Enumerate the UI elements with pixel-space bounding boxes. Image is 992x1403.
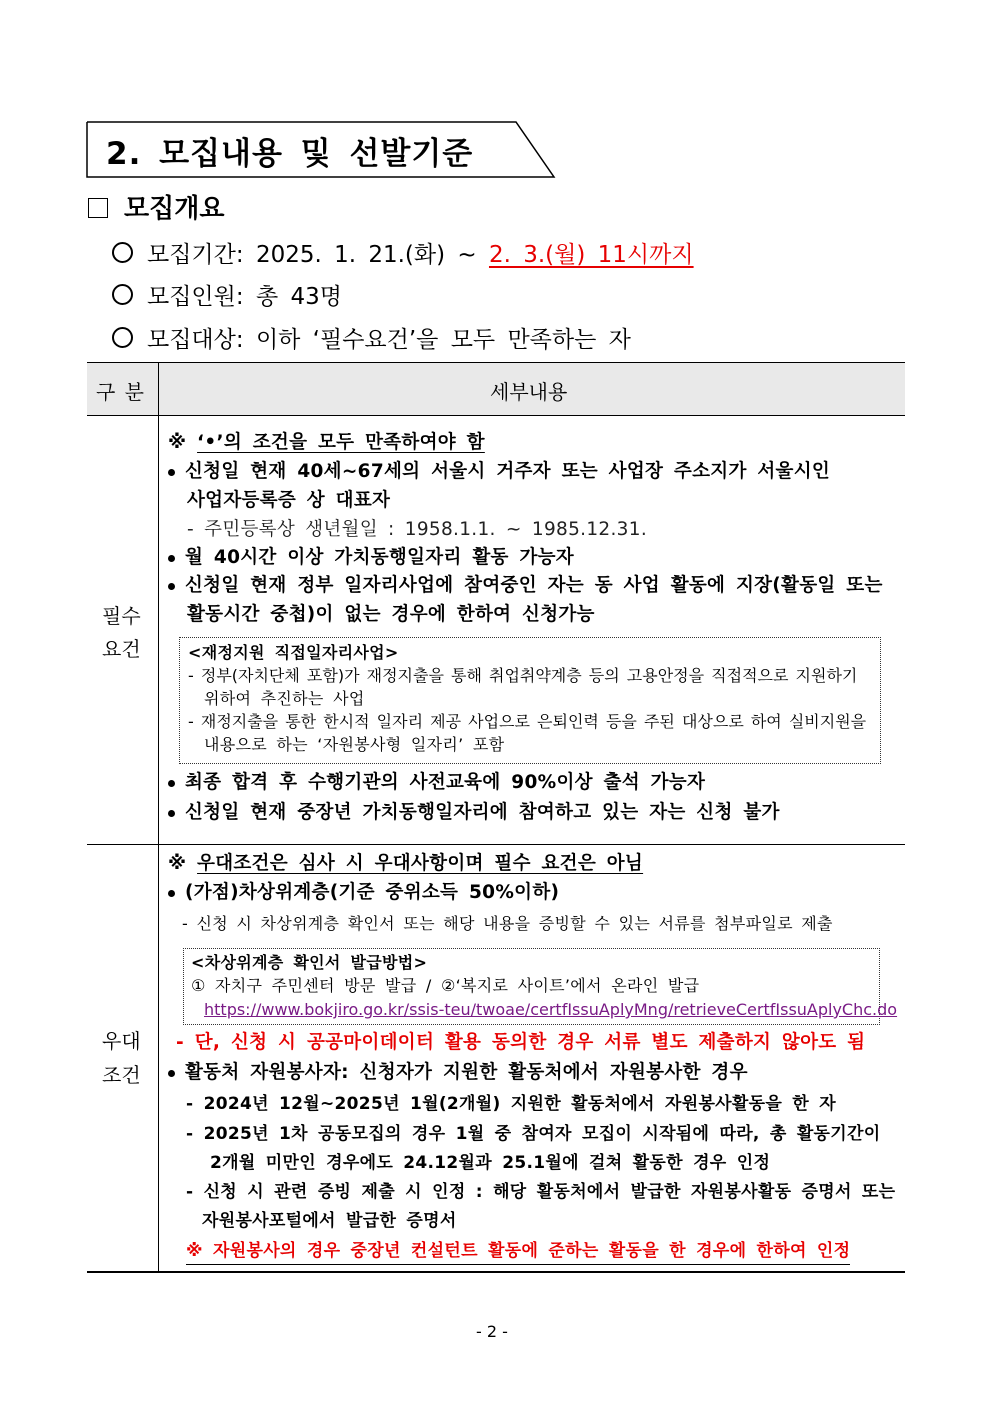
list-sub-item: - 신청 시 차상위계층 확인서 또는 해당 내용을 증빙할 수 있는 서류를 첨부파일로 제출 [182,914,833,933]
info-box-title: <재정지원 직접일자리사업> [188,643,399,662]
list-sub-item-cont: 자원봉사포털에서 발급한 증명서 [202,1211,457,1231]
page-number: - 2 - [476,1322,508,1341]
final-note: ※ 자원봉사의 경우 중장년 컨설턴트 활동에 준하는 활동을 한 경우에 한하여 인정 [186,1239,850,1265]
circle-bullet-icon [112,284,133,305]
row-category-required: 필수 요건 [102,604,141,661]
overview-count: 모집인원: 총 43명 [112,278,342,311]
circle-bullet-icon [112,242,133,263]
table-bottom-border [87,1271,905,1273]
list-sub-item: - 신청 시 관련 증빙 제출 시 인정 : 해당 활동처에서 발급한 자원봉사활동 증명서 또는 [186,1182,896,1202]
overview-target: 모집대상: 이하 ‘필수요건’을 모두 만족하는 자 [112,321,631,354]
info-box-line: - 정부(자치단체 포함)가 재정지출을 통해 취업취약계층 등의 고용안정을 직접적으로 지원하기 [188,666,858,685]
list-item: 월 40시간 이상 가치동행일자리 활동 가능자 [168,546,574,570]
info-box-line: - 재정지출을 통한 한시적 일자리 제공 사업으로 은퇴인력 등을 주된 대상으로 하여 실비지원을 [188,712,867,731]
column-divider [158,362,159,1272]
red-note: - 단, 신청 시 공공마이데이터 활용 동의한 경우 서류 별도 제출하지 않아도 됨 [176,1032,866,1053]
section-title: 2. 모집내용 및 선발기준 [106,136,474,172]
header-category: 구 분 [96,380,144,404]
header-details: 세부내용 [490,380,568,404]
info-box-line: 내용으로 하는 ‘자원봉사형 일자리’ 포함 [204,735,505,754]
list-item: 신청일 현재 40세~67세의 서울시 거주자 또는 사업장 주소지가 서울시인 [168,460,830,484]
overview-period: 모집기간: 2025. 1. 21.(화) ~ 2. 3.(월) 11시까지 [112,236,694,269]
info-box-line: 위하여 추진하는 사업 [204,689,365,708]
list-item: 활동처 자원봉사자: 신청자가 지원한 활동처에서 자원봉사한 경우 [168,1061,748,1085]
list-item: (가점)차상위계층(기준 중위소득 50%이하) [168,881,559,905]
list-sub-item-cont: 2개월 미만인 경우에도 24.12월과 25.1월에 걸쳐 활동한 경우 인정 [210,1153,771,1173]
list-item: 신청일 현재 정부 일자리사업에 참여중인 자는 동 사업 활동에 지장(활동일 또는 [168,574,883,598]
subsection-title: 모집개요 [88,188,224,225]
list-item: 최종 합격 후 수행기관의 사전교육에 90%이상 출석 가능자 [168,771,705,795]
checkbox-square-icon [88,198,108,218]
list-sub-item: - 주민등록상 생년월일 : 1958.1.1. ~ 1985.12.31. [187,519,647,540]
list-sub-item: - 2025년 1차 공동모집의 경우 1월 중 참여자 모집이 시작됨에 따라, 총 활동기간이 [186,1124,881,1144]
row-category-preferred: 우대 조건 [102,1029,141,1087]
bokjiro-link[interactable]: https://www.bokjiro.go.kr/ssis-teu/twoae/certfIssuAplyMng/retrieveCertfIssuAplyChc.do [204,1000,898,1019]
list-item: 신청일 현재 중장년 가치동행일자리에 참여하고 있는 자는 신청 불가 [168,801,780,825]
info-box-line: ① 자치구 주민센터 방문 발급 / ②‘복지로 사이트’에서 온라인 발급 [191,976,700,995]
row-divider [87,844,905,845]
preferred-note: ※ 우대조건은 심사 시 우대사항이며 필수 요건은 아님 [168,853,644,874]
circle-bullet-icon [112,327,133,348]
list-sub-item: - 2024년 12월~2025년 1월(2개월) 지원한 활동처에서 자원봉사활동을 한 자 [186,1094,836,1114]
required-note: ※ ‘•’의 조건을 모두 만족하여야 함 [168,432,485,453]
list-item-cont: 활동시간 중첩)이 없는 경우에 한하여 신청가능 [187,604,595,625]
info-box-title: <차상위계층 확인서 발급방법> [191,953,428,972]
list-item-cont: 사업자등록증 상 대표자 [187,490,391,511]
